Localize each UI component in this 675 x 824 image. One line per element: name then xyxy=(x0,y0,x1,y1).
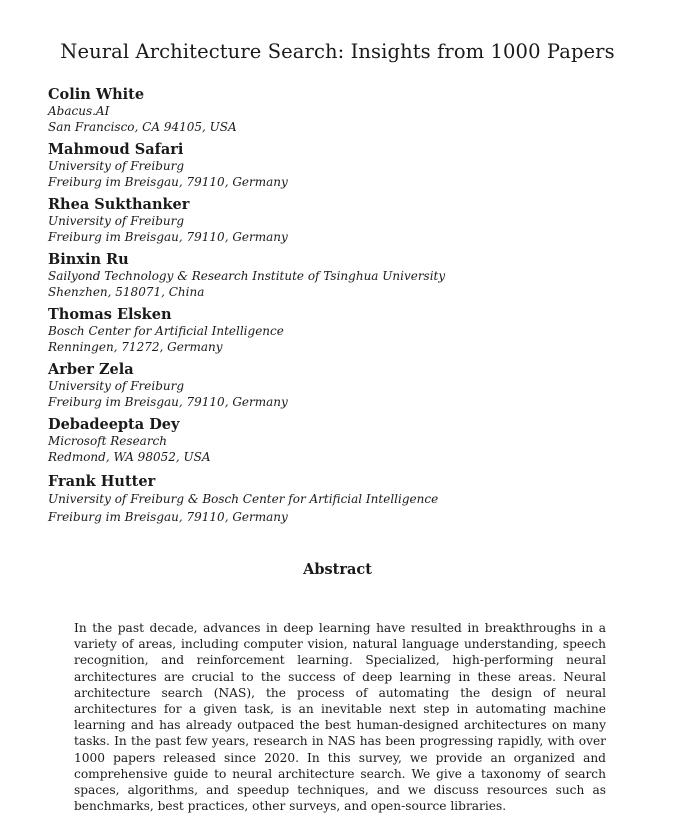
author-name: Frank Hutter xyxy=(48,473,156,490)
author-block xyxy=(48,251,638,300)
author-name: Rhea Sukthanker xyxy=(48,196,190,213)
author-name: Thomas Elsken xyxy=(48,306,172,323)
author-block xyxy=(48,416,638,465)
author-list xyxy=(48,86,638,525)
author-name: Mahmoud Safari xyxy=(48,141,184,158)
author-address: Renningen, 71272, Germany xyxy=(48,340,223,354)
author-block xyxy=(48,361,638,410)
author-address: San Francisco, CA 94105, USA xyxy=(48,120,237,134)
author-affiliation: University of Freiburg xyxy=(48,159,185,173)
author-block xyxy=(48,86,638,135)
author-name: Colin White xyxy=(48,86,145,103)
author-block xyxy=(48,306,638,355)
paper-title: Neural Architecture Search: Insights from 1000 Papers xyxy=(60,40,615,63)
author-affiliation: Sailyond Technology & Research Institute of Tsinghua University xyxy=(48,269,446,283)
abstract-heading: Abstract xyxy=(303,561,372,578)
author-affiliation: Abacus.AI xyxy=(48,104,110,118)
author-address: Freiburg im Breisgau, 79110, Germany xyxy=(48,230,288,244)
author-block xyxy=(48,141,638,190)
author-affiliation: Microsoft Research xyxy=(48,434,168,448)
abstract-text: In the past decade, advances in deep learning have resulted in breakthroughs in a variety of areas, including computer vision, natural language understanding, speech recognition, and reinforcement learning. Specialized, high-performing neural architectures are crucial to the success of deep learning in these areas. Neural architecture search (NAS), the process of automating the design of neural architectures for a given task, is an inevitable next step in automating machine learning and has already outpaced the best human-designed architectures on many tasks. In the past few years, research in NAS has been progressing rapidly, with over 1000 papers released since 2020. In this survey, we provide an organized and comprehensive guide to neural architecture search. We give a taxonomy of search spaces, algorithms, and speedup techniques, and we discuss resources such as benchmarks, best practices, other surveys, and open-source libraries. xyxy=(74,621,606,814)
author-affiliation: University of Freiburg xyxy=(48,214,185,228)
author-affiliation: Bosch Center for Artificial Intelligence xyxy=(48,324,284,338)
author-affiliation: University of Freiburg xyxy=(48,379,185,393)
author-affiliation: University of Freiburg & Bosch Center for Artificial Intelligence xyxy=(48,492,439,506)
author-address: Shenzhen, 518071, China xyxy=(48,285,205,299)
author-address: Freiburg im Breisgau, 79110, Germany xyxy=(48,175,288,189)
author-name: Binxin Ru xyxy=(48,251,129,268)
author-block xyxy=(48,196,638,245)
author-address: Freiburg im Breisgau, 79110, Germany xyxy=(48,395,288,409)
author-name: Arber Zela xyxy=(48,361,134,378)
author-address: Redmond, WA 98052, USA xyxy=(48,450,211,464)
author-name: Debadeepta Dey xyxy=(48,416,180,433)
author-block xyxy=(48,473,638,525)
author-address: Freiburg im Breisgau, 79110, Germany xyxy=(48,510,288,524)
